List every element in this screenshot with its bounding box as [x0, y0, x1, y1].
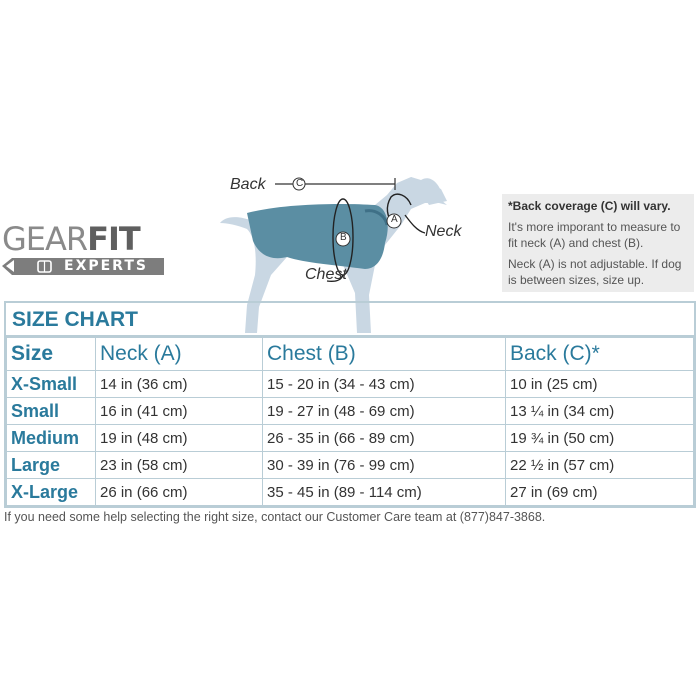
size-name: Small: [7, 398, 96, 425]
table-row: [7, 398, 694, 425]
neck-value: 26 in (66 cm): [96, 479, 263, 506]
back-value: 13 ¼ in (34 cm): [506, 398, 694, 425]
neck-value: 23 in (58 cm): [96, 452, 263, 479]
gearfit-experts-logo: [2, 222, 167, 278]
neck-value: 14 in (36 cm): [96, 371, 263, 398]
chest-value: 26 - 35 in (66 - 89 cm): [263, 425, 506, 452]
chest-label: Chest: [305, 266, 347, 283]
sizing-note: [502, 194, 694, 292]
marker-a: A: [391, 214, 398, 225]
size-table: [6, 337, 694, 506]
chest-value: 30 - 39 in (76 - 99 cm): [263, 452, 506, 479]
neck-label: Neck: [425, 223, 462, 240]
note-neck-text: Neck (A) is not adjustable. If dog is between sizes, size up.: [508, 257, 682, 287]
back-value: 22 ½ in (57 cm): [506, 452, 694, 479]
header-chest: Chest (B): [263, 338, 506, 371]
customer-care-note: If you need some help selecting the right size, contact our Customer Care team at (877)847-3868.: [4, 510, 546, 524]
neck-value: 19 in (48 cm): [96, 425, 263, 452]
chest-value: 35 - 45 in (89 - 114 cm): [263, 479, 506, 506]
size-name: X-Small: [7, 371, 96, 398]
table-row: [7, 479, 694, 506]
size-chart: [4, 301, 696, 508]
table-header-row: [7, 338, 694, 371]
table-row: [7, 425, 694, 452]
logo-experts-text: EXPERTS: [64, 258, 148, 274]
logo-wordmark: [2, 222, 167, 256]
back-value: 19 ¾ in (50 cm): [506, 425, 694, 452]
note-title: *Back coverage (C) will vary.: [508, 199, 671, 213]
table-row: [7, 452, 694, 479]
size-chart-title: SIZE CHART: [6, 303, 694, 337]
note-measure-text: It's more imporant to measure to fit neck (A) and chest (B).: [508, 220, 681, 250]
header-neck: Neck (A): [96, 338, 263, 371]
logo-fit-text: FIT: [87, 220, 140, 258]
marker-c: C: [296, 178, 304, 189]
size-name: X-Large: [7, 479, 96, 506]
logo-gear-text: GEAR: [2, 220, 88, 258]
back-label: Back: [230, 176, 266, 193]
chest-value: 15 - 20 in (34 - 43 cm): [263, 371, 506, 398]
header-back: Back (C)*: [506, 338, 694, 371]
marker-b: B: [340, 232, 347, 243]
header-size: Size: [7, 338, 96, 371]
chest-value: 19 - 27 in (48 - 69 cm): [263, 398, 506, 425]
back-value: 10 in (25 cm): [506, 371, 694, 398]
size-name: Medium: [7, 425, 96, 452]
neck-value: 16 in (41 cm): [96, 398, 263, 425]
back-value: 27 in (69 cm): [506, 479, 694, 506]
size-name: Large: [7, 452, 96, 479]
table-row: [7, 371, 694, 398]
